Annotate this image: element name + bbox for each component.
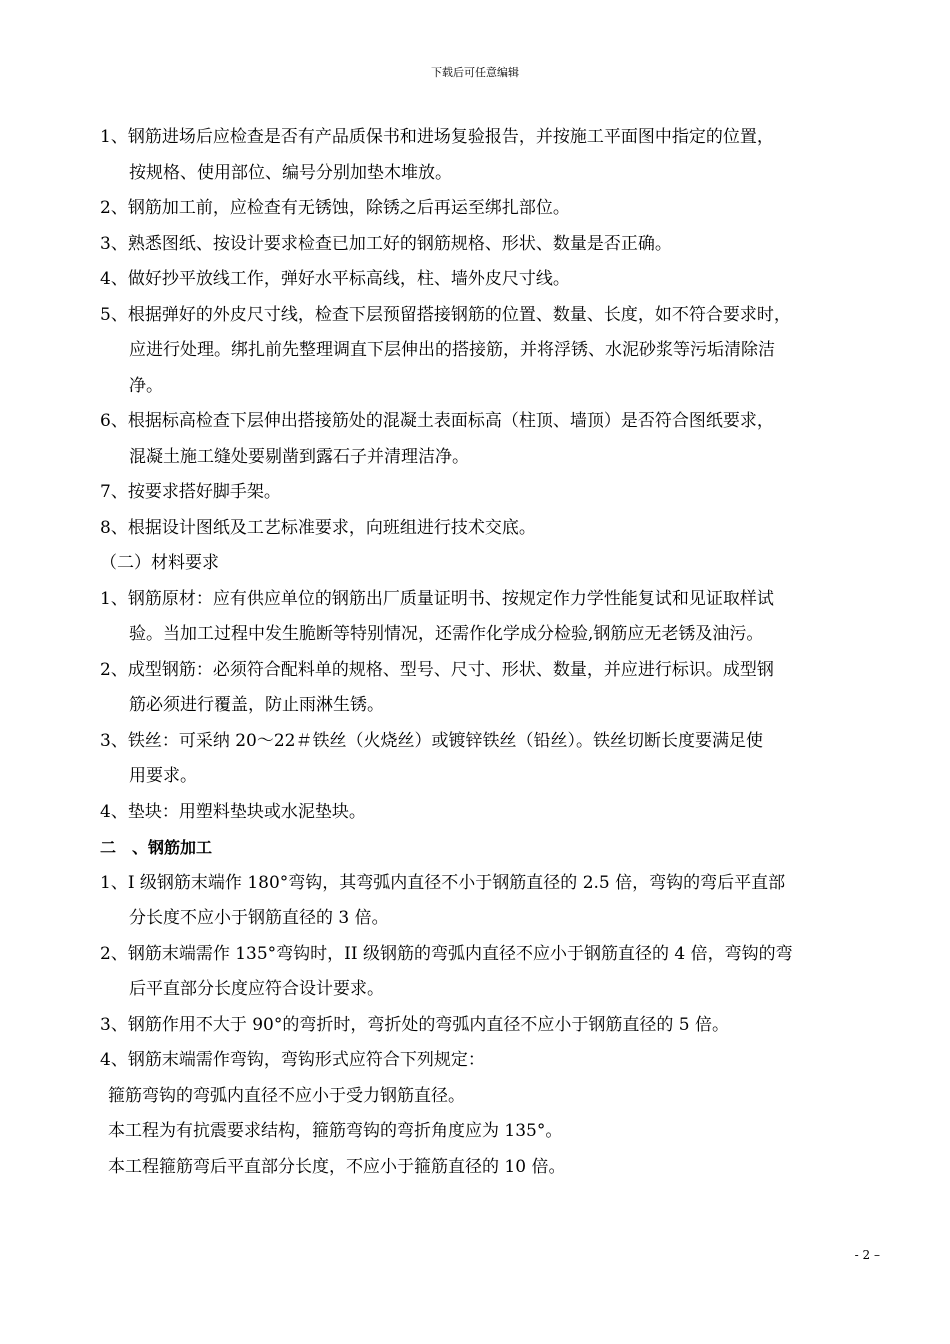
text-line: 3、铁丝：可采纳 20～22＃铁丝（火烧丝）或镀锌铁丝（铅丝）。铁丝切断长度要满足使 bbox=[100, 730, 763, 751]
text-line: 箍筋弯钩的弯弧内直径不应小于受力钢筋直径。 bbox=[108, 1085, 465, 1106]
text-line: 7、按要求搭好脚手架。 bbox=[100, 482, 281, 502]
text-line: 验。当加工过程中发生脆断等特别情况，还需作化学成分检验,钢筋应无老锈及油污。 bbox=[129, 624, 764, 644]
text-line: 按规格、使用部位、编号分别加垫木堆放。 bbox=[129, 162, 452, 183]
text-line: 筋必须进行覆盖，防止雨淋生锈。 bbox=[129, 695, 384, 715]
text-line: 1、I 级钢筋末端作 180°弯钩，其弯弧内直径不小于钢筋直径的 2.5 倍，弯钩的弯后平直部 bbox=[100, 872, 786, 893]
section-heading: 二 、钢筋加工 bbox=[100, 838, 213, 857]
text-line: 2、成型钢筋：必须符合配料单的规格、型号、尺寸、形状、数量，并应进行标识。成型钢 bbox=[100, 659, 774, 680]
text-line: 4、钢筋末端需作弯钩，弯钩形式应符合下列规定： bbox=[100, 1050, 485, 1070]
text-line: 4、垫块：用塑料垫块或水泥垫块。 bbox=[100, 801, 366, 822]
text-line: 8、根据设计图纸及工艺标准要求，向班组进行技术交底。 bbox=[100, 517, 536, 538]
text-line: 1、钢筋进场后应检查是否有产品质保书和进场复验报告，并按施工平面图中指定的位置， bbox=[100, 127, 774, 147]
text-line: 后平直部分长度应符合设计要求。 bbox=[129, 979, 384, 999]
page-number: - 2 – bbox=[854, 1248, 880, 1262]
text-line: 6、根据标高检查下层伸出搭接筋处的混凝土表面标高（柱顶、墙顶）是否符合图纸要求， bbox=[100, 411, 774, 431]
text-line: 4、做好抄平放线工作，弹好水平标高线，柱、墙外皮尺寸线。 bbox=[100, 269, 570, 289]
text-line: 分长度不应小于钢筋直径的 3 倍。 bbox=[129, 908, 389, 928]
header-note: 下载后可任意编辑 bbox=[431, 66, 519, 79]
text-line: 本工程箍筋弯后平直部分长度，不应小于箍筋直径的 10 倍。 bbox=[108, 1156, 566, 1177]
text-line: 5、根据弹好的外皮尺寸线，检查下层预留搭接钢筋的位置、数量、长度，如不符合要求时， bbox=[100, 304, 791, 325]
section-heading: （二）材料要求 bbox=[100, 553, 219, 573]
text-line: 用要求。 bbox=[129, 766, 197, 786]
text-line: 2、钢筋加工前，应检查有无锈蚀，除锈之后再运至绑扎部位。 bbox=[100, 198, 570, 218]
text-line: 混凝土施工缝处要剔凿到露石子并清理洁净。 bbox=[129, 446, 469, 467]
text-line: 3、熟悉图纸、按设计要求检查已加工好的钢筋规格、形状、数量是否正确。 bbox=[100, 233, 672, 254]
text-line: 3、钢筋作用不大于 90°的弯折时，弯折处的弯弧内直径不应小于钢筋直径的 5 倍。 bbox=[100, 1014, 729, 1035]
text-line: 2、钢筋末端需作 135°弯钩时，II 级钢筋的弯弧内直径不应小于钢筋直径的 4 倍，弯钩的弯 bbox=[100, 943, 793, 964]
document-body bbox=[100, 120, 875, 1185]
text-line: 应进行处理。绑扎前先整理调直下层伸出的搭接筋，并将浮锈、水泥砂浆等污垢清除洁 bbox=[129, 340, 775, 360]
text-line: 净。 bbox=[129, 375, 163, 396]
text-line: 1、钢筋原材：应有供应单位的钢筋出厂质量证明书、按规定作力学性能复试和见证取样试 bbox=[100, 588, 774, 609]
text-line: 本工程为有抗震要求结构，箍筋弯钩的弯折角度应为 135°。 bbox=[108, 1121, 563, 1141]
